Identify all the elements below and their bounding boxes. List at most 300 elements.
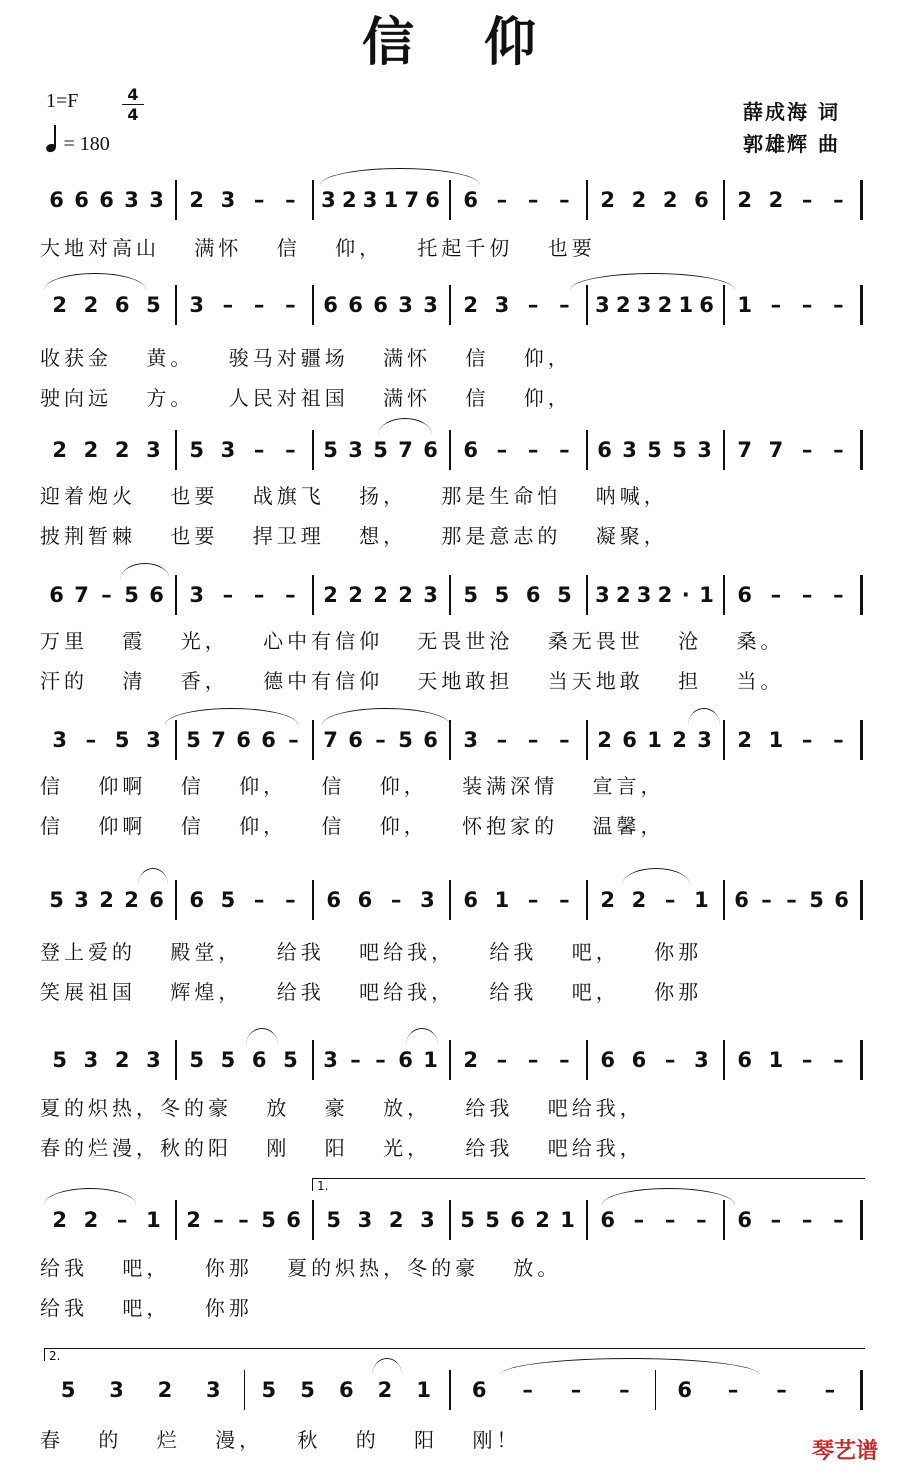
note: 3	[206, 1378, 221, 1402]
note: 6	[694, 188, 709, 212]
dash-extension: –	[696, 1208, 707, 1232]
barline	[312, 180, 314, 220]
note: 3	[494, 293, 510, 317]
dash-extension: –	[786, 888, 797, 912]
composer-credit: 郭雄辉 曲	[743, 132, 840, 156]
note: 7	[323, 728, 338, 752]
dash-extension: –	[496, 438, 508, 462]
note: 6	[677, 1378, 692, 1402]
note: 2	[52, 293, 67, 317]
lyrics-row	[0, 342, 898, 368]
note: 7	[768, 438, 784, 462]
note: 3	[697, 438, 712, 462]
dash-extension: –	[619, 1378, 630, 1402]
slur-arc	[44, 273, 146, 290]
score-line	[0, 285, 898, 345]
note: 6	[114, 293, 130, 317]
time-signature	[122, 86, 144, 123]
note: 6	[631, 1048, 647, 1072]
note: 6	[261, 728, 276, 752]
note: 5	[494, 583, 510, 607]
note: 3	[146, 728, 161, 752]
slur-arc	[688, 708, 720, 725]
note: 3	[52, 728, 67, 752]
slur-arc	[246, 1028, 278, 1045]
note: 2	[463, 293, 478, 317]
lyrics-text: 迎着炮火 也要 战旗飞 扬， 那是生命怕 呐喊，	[40, 484, 668, 508]
note: 6	[622, 728, 637, 752]
note: 5	[189, 1048, 204, 1072]
dash-extension: –	[559, 728, 570, 752]
note: 2	[189, 188, 204, 212]
note: 5	[52, 1048, 67, 1072]
note: 6	[189, 888, 204, 912]
note: 2	[631, 188, 647, 212]
dash-extension: –	[390, 888, 402, 912]
note: 2	[99, 888, 114, 912]
note: 6	[425, 188, 440, 212]
note: 2	[124, 888, 139, 912]
barline	[723, 1200, 725, 1240]
slur-arc	[622, 868, 690, 885]
note: 3	[124, 188, 139, 212]
lyrics-text: 春 的 烂 漫， 秋 的 阳 刚！	[40, 1428, 521, 1452]
lyrics-row	[0, 1252, 898, 1278]
note: 1	[678, 293, 694, 317]
note: 6	[286, 1208, 301, 1232]
note: 2	[114, 1048, 130, 1072]
barline	[312, 575, 314, 615]
note: 2	[600, 188, 615, 212]
note: 3	[423, 293, 438, 317]
dash-extension: –	[559, 438, 570, 462]
barline	[175, 1040, 177, 1080]
dash-extension: –	[833, 583, 844, 607]
lyrics-text: 笑展祖国 辉煌， 给我 吧给我， 给我 吧， 你那	[40, 980, 703, 1004]
note: 5	[186, 728, 201, 752]
dash-extension: –	[101, 583, 112, 607]
note: 6	[597, 438, 612, 462]
note: 2	[768, 188, 784, 212]
barline	[586, 1200, 588, 1240]
barline	[586, 285, 588, 325]
score-line	[0, 180, 898, 240]
note: 1	[699, 583, 714, 607]
dash-extension: –	[801, 438, 813, 462]
note: 5	[463, 583, 478, 607]
slur-arc	[138, 868, 168, 885]
note: 2	[377, 1378, 393, 1402]
barline	[449, 880, 451, 920]
note: 2	[737, 188, 752, 212]
note: ·	[681, 583, 690, 607]
dash-extension: –	[801, 583, 813, 607]
dash-extension: –	[350, 1048, 361, 1072]
note: 5	[261, 1378, 277, 1402]
lyricist-credit: 薛成海 词	[743, 100, 840, 124]
dash-extension: –	[522, 1378, 533, 1402]
note: 5	[398, 728, 413, 752]
lyrics-row	[0, 810, 898, 836]
dash-extension: –	[85, 728, 97, 752]
note: 2	[373, 583, 388, 607]
slur-arc	[120, 563, 170, 580]
lyrics-row	[0, 1424, 898, 1450]
slur-arc	[320, 168, 480, 185]
barline	[312, 1040, 314, 1080]
dash-extension: –	[833, 1048, 844, 1072]
barline	[175, 720, 177, 760]
barline	[586, 180, 588, 220]
note: 1	[560, 1208, 575, 1232]
barline	[449, 1370, 451, 1410]
dash-extension: –	[253, 293, 265, 317]
dash-extension: –	[527, 188, 539, 212]
note: 3	[357, 1208, 373, 1232]
note: 3	[636, 293, 652, 317]
note: 6	[323, 293, 338, 317]
note: 6	[600, 1208, 615, 1232]
lyrics-row	[0, 232, 898, 258]
dash-extension: –	[770, 1208, 782, 1232]
dash-extension: –	[770, 583, 782, 607]
lyrics-text: 登上爱的 殿堂， 给我 吧给我， 给我 吧， 你那	[40, 940, 703, 964]
note: 2	[114, 438, 130, 462]
note: 3	[694, 1048, 709, 1072]
dash-extension: –	[833, 728, 844, 752]
lyrics-text: 信 仰啊 信 仰， 信 仰， 装满深情 宣言，	[40, 774, 665, 798]
barline	[312, 720, 314, 760]
note: 2	[157, 1378, 173, 1402]
note: 2	[615, 293, 631, 317]
note: 6	[373, 293, 388, 317]
note: 6	[737, 1208, 752, 1232]
dash-extension: –	[570, 1378, 582, 1402]
meter-top: 4	[127, 85, 139, 104]
note: 1	[416, 1378, 431, 1402]
dash-extension: –	[776, 1378, 787, 1402]
note: 5	[809, 888, 824, 912]
meter-bottom: 4	[127, 105, 139, 124]
note: 2	[657, 293, 673, 317]
dash-extension: –	[116, 1208, 128, 1232]
score-line	[0, 1040, 898, 1100]
note: 6	[737, 1048, 752, 1072]
note: 3	[146, 1048, 161, 1072]
dash-extension: –	[833, 293, 844, 317]
note: 2	[631, 888, 647, 912]
dash-extension: –	[801, 728, 813, 752]
slur-arc	[44, 1188, 136, 1205]
dash-extension: –	[375, 1048, 386, 1072]
note: 6	[338, 1378, 354, 1402]
lyrics-text: 驶向远 方。 人民对祖国 满怀 信 仰，	[40, 386, 572, 410]
note: 5	[146, 293, 161, 317]
note: 6	[236, 728, 251, 752]
lyrics-text: 信 仰啊 信 仰， 信 仰， 怀抱家的 温馨，	[40, 814, 665, 838]
dash-extension: –	[285, 293, 296, 317]
barline	[723, 1040, 725, 1080]
dash-extension: –	[285, 583, 296, 607]
dash-extension: –	[253, 188, 265, 212]
lyrics-text: 披荆暂棘 也要 捍卫理 想， 那是意志的 凝聚，	[40, 524, 668, 548]
barline	[586, 430, 588, 470]
note: 2	[662, 188, 678, 212]
watermark-logo: 琴艺谱	[811, 1439, 878, 1464]
note: 5	[124, 583, 139, 607]
note: 5	[557, 583, 572, 607]
dash-extension: –	[833, 1208, 844, 1232]
note: 2	[463, 1048, 478, 1072]
note: 1	[423, 1048, 438, 1072]
note: 2	[186, 1208, 201, 1232]
dash-extension: –	[253, 888, 265, 912]
barline	[175, 180, 177, 220]
lyrics-row	[0, 480, 898, 506]
barline	[312, 1200, 314, 1240]
lyrics-row	[0, 665, 898, 691]
dash-extension: –	[559, 188, 570, 212]
barline	[723, 575, 725, 615]
lyrics-row	[0, 936, 898, 962]
note: 7	[404, 188, 420, 212]
dash-extension: –	[527, 438, 539, 462]
note: 2	[323, 583, 338, 607]
note: 3	[420, 1208, 435, 1232]
barline	[312, 430, 314, 470]
note: 5	[326, 1208, 341, 1232]
slur-arc	[378, 418, 432, 435]
barline	[449, 1200, 451, 1240]
dash-extension: –	[527, 728, 539, 752]
note: 5	[300, 1378, 315, 1402]
note: 5	[261, 1208, 276, 1232]
note: 3	[220, 188, 236, 212]
note: 3	[220, 438, 236, 462]
lyrics-row	[0, 976, 898, 1002]
tempo-marking: = 180	[46, 128, 110, 156]
barline	[312, 880, 314, 920]
key-signature: 1=F	[46, 90, 79, 112]
song-title: 信仰	[361, 13, 606, 73]
note: 1	[494, 888, 510, 912]
lyrics-row	[0, 1292, 898, 1318]
note: 7	[398, 438, 413, 462]
note: 1	[768, 1048, 784, 1072]
note: 2	[597, 728, 612, 752]
note: 2	[348, 583, 363, 607]
lyrics-text: 汗的 清 香， 德中有信仰 天地敢担 当天地敢 担 当。	[40, 669, 785, 693]
note: 5	[647, 438, 662, 462]
dash-extension: –	[727, 1378, 739, 1402]
note: 2	[600, 888, 615, 912]
lyrics-text: 春的烂漫，秋的阳 刚 阳 光， 给我 吧给我，	[40, 1136, 644, 1160]
barline	[586, 880, 588, 920]
dash-extension: –	[559, 888, 570, 912]
note: 6	[737, 583, 752, 607]
note: 3	[74, 888, 89, 912]
note: 2	[398, 583, 413, 607]
barline	[586, 575, 588, 615]
note: 7	[737, 438, 752, 462]
note: 6	[149, 888, 164, 912]
note: 1	[694, 888, 709, 912]
note: 3	[83, 1048, 99, 1072]
score-line	[0, 1200, 898, 1260]
dash-extension: –	[664, 888, 676, 912]
note: 5	[323, 438, 338, 462]
barline	[175, 575, 177, 615]
note: 6	[699, 293, 714, 317]
dash-extension: –	[253, 438, 265, 462]
note: 2	[657, 583, 673, 607]
dash-extension: –	[285, 438, 296, 462]
note: 5	[460, 1208, 475, 1232]
lyrics-text: 收获金 黄。 骏马对疆场 满怀 信 仰，	[40, 346, 572, 370]
note: 7	[211, 728, 226, 752]
note: 5	[283, 1048, 298, 1072]
note: 6	[357, 888, 373, 912]
barline	[586, 720, 588, 760]
slur-arc	[165, 708, 298, 725]
note: 6	[49, 188, 64, 212]
dash-extension: –	[761, 888, 772, 912]
note: 6	[348, 728, 363, 752]
note: 2	[83, 1208, 99, 1232]
slur-arc	[406, 1028, 438, 1045]
note: 5	[60, 1378, 76, 1402]
dash-extension: –	[222, 583, 234, 607]
note: 2	[388, 1208, 404, 1232]
barline	[175, 1200, 177, 1240]
note: 6	[49, 583, 64, 607]
lyrics-row	[0, 520, 898, 546]
lyrics-row	[0, 770, 898, 796]
dash-extension: –	[222, 293, 234, 317]
note: 3	[321, 188, 336, 212]
barline	[860, 720, 863, 760]
note: 1	[647, 728, 662, 752]
note: 3	[362, 188, 378, 212]
score-line	[0, 880, 898, 940]
note: 6	[423, 728, 438, 752]
dash-extension: –	[527, 293, 539, 317]
lyrics-text: 夏的炽热，冬的豪 放 豪 放， 给我 吧给我，	[40, 1096, 644, 1120]
dash-extension: –	[253, 583, 265, 607]
dash-extension: –	[288, 728, 299, 752]
barline	[449, 1040, 451, 1080]
note: 6	[149, 583, 164, 607]
barline	[860, 1370, 863, 1410]
note: 3	[149, 188, 164, 212]
note: 5	[485, 1208, 500, 1232]
note: 2	[672, 728, 687, 752]
barline	[723, 720, 725, 760]
note: 6	[398, 1048, 413, 1072]
lyrics-text: 大地对高山 满怀 信 仰， 托起千仞 也要	[40, 236, 596, 260]
note: 5	[672, 438, 687, 462]
note: 5	[49, 888, 64, 912]
barline	[723, 430, 725, 470]
lyrics-text: 万里 霞 光， 心中有信仰 无畏世沧 桑无畏世 沧 桑。	[40, 629, 785, 653]
barline	[860, 285, 863, 325]
note: 6	[251, 1048, 267, 1072]
note: 3	[423, 583, 438, 607]
note: 2	[52, 1208, 67, 1232]
dash-extension: –	[833, 438, 844, 462]
dash-extension: –	[285, 888, 296, 912]
note: 6	[600, 1048, 615, 1072]
dash-extension: –	[664, 1208, 676, 1232]
note: 3	[348, 438, 363, 462]
lyrics-text: 给我 吧， 你那 夏的炽热，冬的豪 放。	[40, 1256, 562, 1280]
barline	[175, 285, 177, 325]
dash-extension: –	[496, 188, 508, 212]
note: 3	[595, 293, 610, 317]
dash-extension: –	[559, 293, 570, 317]
note: 6	[510, 1208, 525, 1232]
barline	[860, 880, 863, 920]
dash-extension: –	[801, 1208, 813, 1232]
note: 5	[220, 888, 236, 912]
note: 3	[697, 728, 712, 752]
dash-extension: –	[833, 188, 844, 212]
dash-extension: –	[770, 293, 782, 317]
dash-extension: –	[527, 888, 539, 912]
note: 6	[423, 438, 438, 462]
barline	[586, 1040, 588, 1080]
dash-extension: –	[559, 1048, 570, 1072]
slur-arc	[322, 708, 450, 725]
note: 3	[622, 438, 637, 462]
note: 3	[420, 888, 435, 912]
note: 6	[74, 188, 89, 212]
dash-extension: –	[633, 1208, 645, 1232]
dash-extension: –	[285, 188, 296, 212]
barline	[723, 880, 725, 920]
lyrics-text: 给我 吧， 你那	[40, 1296, 253, 1320]
note: 1	[146, 1208, 161, 1232]
note: 6	[463, 888, 478, 912]
dash-extension: –	[238, 1208, 249, 1232]
note: 2	[83, 293, 99, 317]
barline	[860, 430, 863, 470]
volta-first-ending: 1.	[312, 1178, 865, 1191]
lyrics-row	[0, 625, 898, 651]
lyrics-row	[0, 1092, 898, 1118]
lyrics-row	[0, 382, 898, 408]
barline	[860, 575, 863, 615]
dash-extension: –	[527, 1048, 539, 1072]
note: 6	[525, 583, 541, 607]
note: 6	[734, 888, 749, 912]
barline	[175, 430, 177, 470]
note: 6	[834, 888, 849, 912]
note: 2	[341, 188, 357, 212]
note: 3	[146, 438, 161, 462]
lyrics-row	[0, 1132, 898, 1158]
note: 6	[463, 188, 478, 212]
note: 5	[114, 728, 130, 752]
note: 6	[471, 1378, 487, 1402]
note: 3	[109, 1378, 124, 1402]
note: 5	[189, 438, 204, 462]
barline	[723, 285, 725, 325]
barline	[449, 720, 451, 760]
note: 2	[737, 728, 752, 752]
note: 2	[52, 438, 67, 462]
dash-extension: –	[664, 1048, 676, 1072]
